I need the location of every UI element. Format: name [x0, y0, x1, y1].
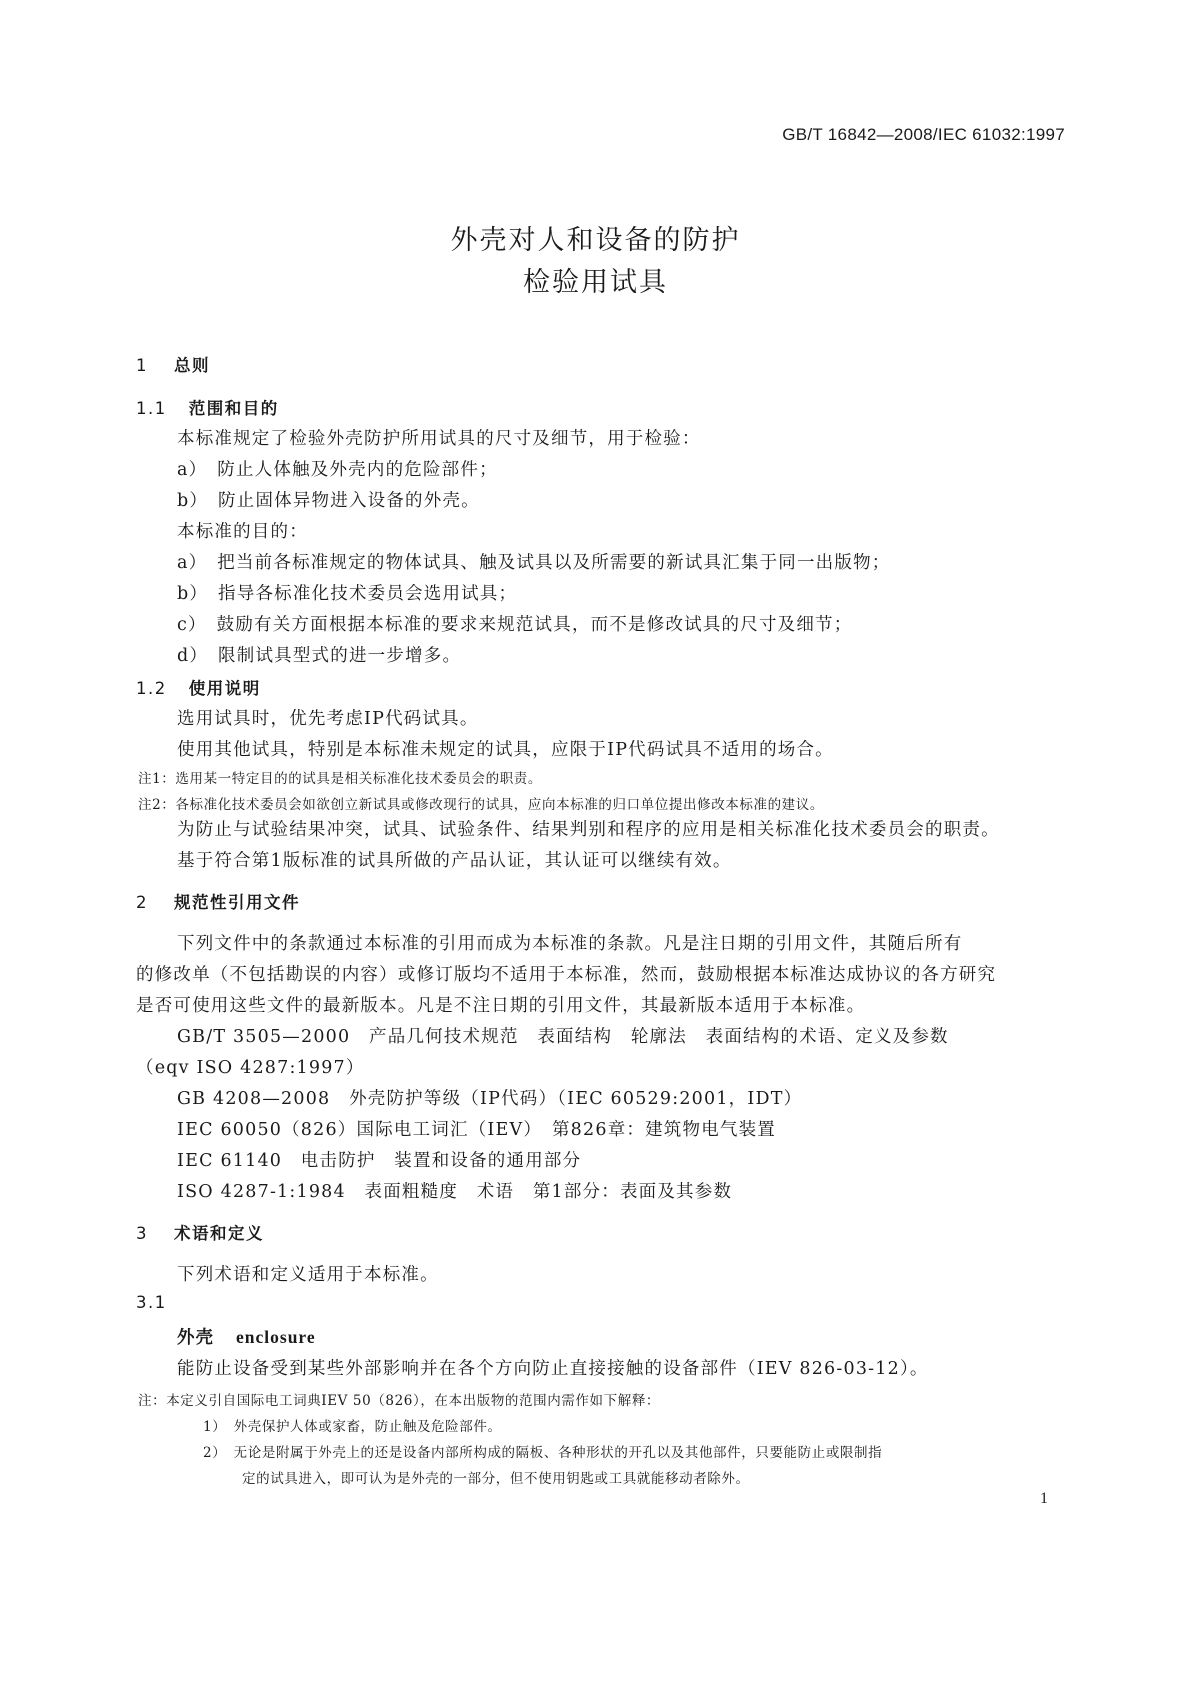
note: 注1：选用某一特定目的的试具是相关标准化技术委员会的职责。	[138, 771, 542, 787]
paragraph: 本标准规定了检验外壳防护所用试具的尺寸及细节，用于检验：	[177, 429, 701, 449]
section-2-heading	[136, 889, 300, 913]
reference-item: （eqv ISO 4287:1997）	[136, 1058, 365, 1078]
section-title: 规范性引用文件	[174, 893, 300, 912]
reference-item: ISO 4287-1:1984 表面粗糙度 术语 第1部分：表面及其参数	[177, 1182, 733, 1202]
page-title: 外壳对人和设备的防护	[450, 225, 741, 256]
section-3-1-number: 3.1	[136, 1293, 167, 1312]
reference-item: IEC 61140 电击防护 装置和设备的通用部分	[177, 1151, 582, 1171]
section-title: 使用说明	[188, 679, 261, 698]
reference-item: IEC 60050（826）国际电工词汇（IEV） 第826章：建筑物电气装置	[177, 1120, 776, 1140]
reference-item: GB 4208—2008 外壳防护等级（IP代码）（IEC 60529:2001，IDT）	[177, 1089, 803, 1109]
section-number: 3	[136, 1224, 148, 1243]
section-title: 范围和目的	[188, 399, 279, 418]
page-number: 1	[1040, 1490, 1048, 1507]
section-number: 1.2	[136, 679, 167, 698]
paragraph: 的修改单（不包括勘误的内容）或修订版均不适用于本标准，然而，鼓励根据本标准达成协议的各方研究	[136, 965, 997, 985]
term-english: enclosure	[236, 1327, 316, 1347]
list-item: b） 防止固体异物进入设备的外壳。	[177, 491, 480, 511]
section-number: 1.1	[136, 399, 167, 418]
section-3-heading	[136, 1220, 264, 1244]
term-chinese: 外壳	[177, 1328, 214, 1348]
paragraph: 使用其他试具，特别是本标准未规定的试具，应限于IP代码试具不适用的场合。	[177, 740, 834, 760]
list-item: a） 把当前各标准规定的物体试具、触及试具以及所需要的新试具汇集于同一出版物；	[177, 553, 891, 573]
list-item: a） 防止人体触及外壳内的危险部件；	[177, 460, 498, 480]
standard-number: GB/T 16842—2008/IEC 61032:1997	[782, 125, 1065, 144]
list-item: d） 限制试具型式的进一步增多。	[177, 646, 462, 666]
note: 注：本定义引自国际电工词典IEV 50（826），在本出版物的范围内需作如下解释：	[138, 1393, 661, 1409]
page-subtitle: 检验用试具	[523, 267, 668, 298]
paragraph: 为防止与试验结果冲突，试具、试验条件、结果判别和程序的应用是相关标准化技术委员会的职责。	[177, 820, 1000, 840]
section-1-heading	[136, 352, 210, 376]
section-number: 1	[136, 356, 148, 375]
term-entry	[177, 1324, 316, 1349]
note-item: 1） 外壳保护人体或家畜，防止触及危险部件。	[203, 1419, 502, 1435]
paragraph: 下列术语和定义适用于本标准。	[177, 1265, 439, 1285]
note-item: 2） 无论是附属于外壳上的还是设备内部所构成的隔板、各种形状的开孔以及其他部件，只要能防止或限制指	[203, 1445, 883, 1461]
paragraph: 基于符合第1版标准的试具所做的产品认证，其认证可以继续有效。	[177, 851, 732, 871]
list-item: b） 指导各标准化技术委员会选用试具；	[177, 584, 518, 604]
note: 注2：各标准化技术委员会如欲创立新试具或修改现行的试具，应向本标准的归口单位提出修改本标准的建议。	[138, 797, 824, 813]
section-1-2-heading	[136, 675, 261, 699]
section-1-1-heading	[136, 395, 279, 419]
list-item: c） 鼓励有关方面根据本标准的要求来规范试具，而不是修改试具的尺寸及细节；	[177, 615, 853, 635]
section-title: 总则	[174, 356, 210, 375]
section-number: 2	[136, 893, 148, 912]
definition: 能防止设备受到某些外部影响并在各个方向防止直接接触的设备部件（IEV 826-03-12）。	[177, 1359, 929, 1379]
paragraph: 本标准的目的：	[177, 522, 308, 542]
paragraph: 选用试具时，优先考虑IP代码试具。	[177, 709, 479, 729]
section-title: 术语和定义	[174, 1224, 264, 1243]
reference-item: GB/T 3505—2000 产品几何技术规范 表面结构 轮廓法 表面结构的术语、定义及参数	[177, 1027, 949, 1047]
note-item: 定的试具进入，即可认为是外壳的一部分，但不使用钥匙或工具就能移动者除外。	[242, 1471, 750, 1487]
paragraph: 是否可使用这些文件的最新版本。凡是不注日期的引用文件，其最新版本适用于本标准。	[136, 996, 866, 1016]
paragraph: 下列文件中的条款通过本标准的引用而成为本标准的条款。凡是注日期的引用文件，其随后所有	[177, 934, 963, 954]
